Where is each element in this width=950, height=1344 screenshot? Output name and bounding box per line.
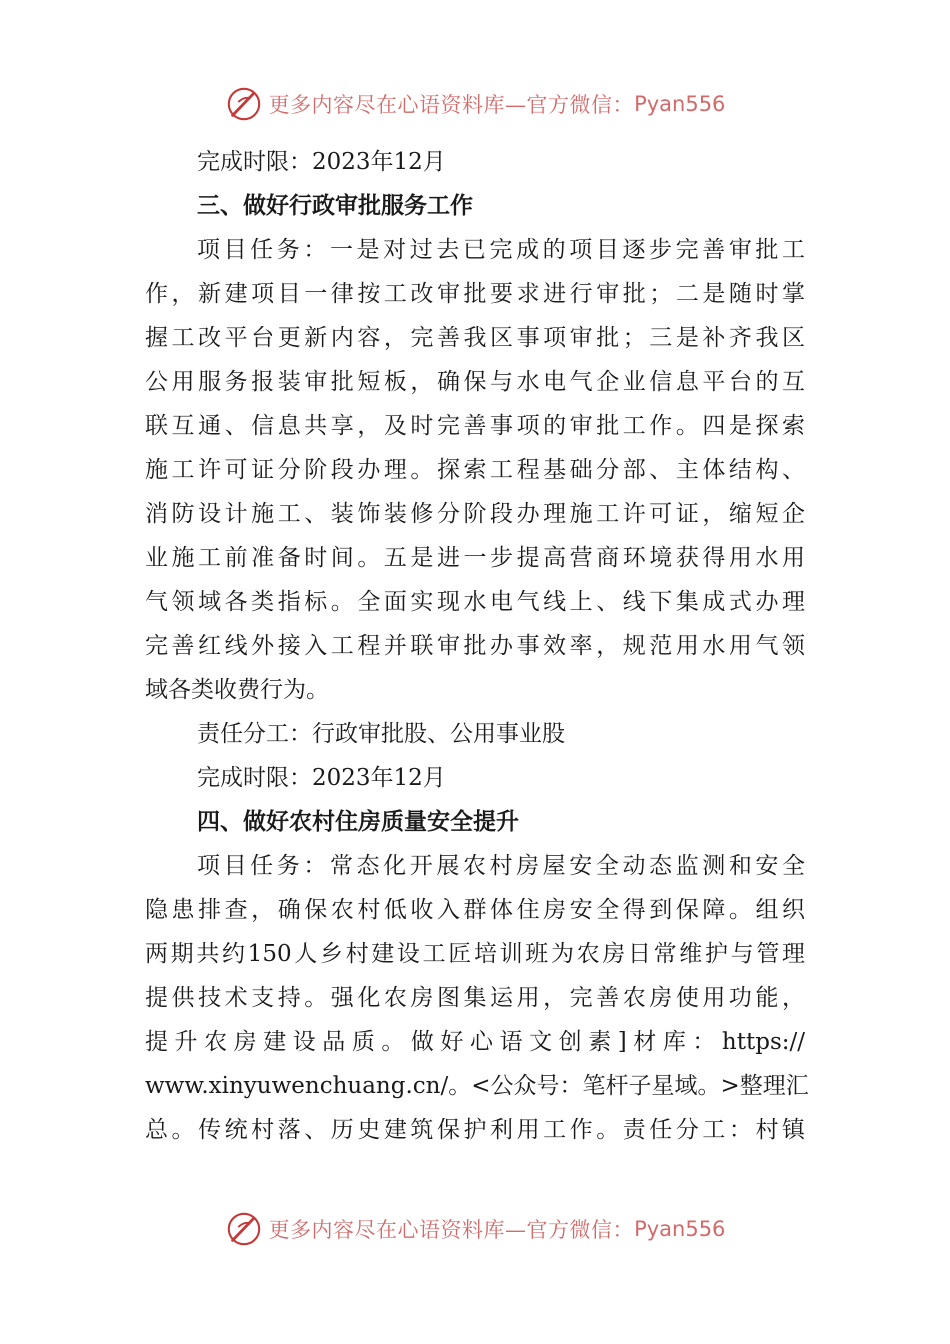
banner-text: 更多内容尽在心语资料库—官方微信： bbox=[268, 93, 635, 117]
text-line: 施工许可证分阶段办理。探索工程基础分部、主体结构、 bbox=[145, 457, 805, 483]
text-line: 气领域各类指标。全面实现水电气线上、线下集成式办理 bbox=[145, 589, 805, 615]
text-line: 两期共约150人乡村建设工匠培训班为农房日常维护与管理 bbox=[145, 941, 805, 967]
text-line: 完成时限：2023年12月 bbox=[197, 765, 446, 791]
text-line: 项目任务：一是对过去已完成的项目逐步完善审批工 bbox=[197, 237, 805, 263]
text-line: 提升农房建设品质。做好心语文创素]材库：https:// bbox=[145, 1029, 805, 1055]
text-line: 责任分工：行政审批股、公用事业股 bbox=[197, 721, 565, 747]
text-line: 项目任务：常态化开展农村房屋安全动态监测和安全 bbox=[197, 853, 805, 879]
text-line: 隐患排查，确保农村低收入群体住房安全得到保障。组织 bbox=[145, 897, 805, 923]
text-line: 完成时限：2023年12月 bbox=[197, 149, 446, 175]
document-body bbox=[145, 140, 809, 1152]
text-line: 域各类收费行为。 bbox=[145, 677, 329, 703]
text-line: 消防设计施工、装饰装修分阶段办理施工许可证，缩短企 bbox=[145, 501, 805, 527]
text-line: www.xinyuwenchuang.cn/。<公众号：笔杆子星域。>整理汇 bbox=[145, 1073, 809, 1099]
pen-logo-icon bbox=[225, 1210, 263, 1248]
banner-text: 更多内容尽在心语资料库—官方微信： bbox=[268, 1218, 635, 1242]
text-line: 作，新建项目一律按工改审批要求进行审批；二是随时掌 bbox=[145, 281, 805, 307]
text-line: 完善红线外接入工程并联审批办事效率，规范用水用气领 bbox=[145, 633, 805, 659]
text-line: 业施工前准备时间。五是进一步提高营商环境获得用水用 bbox=[145, 545, 805, 571]
section-heading: 三、做好行政审批服务工作 bbox=[197, 192, 473, 219]
footer-banner bbox=[0, 1207, 950, 1251]
section-heading: 四、做好农村住房质量安全提升 bbox=[197, 808, 519, 835]
text-line: 握工改平台更新内容，完善我区事项审批；三是补齐我区 bbox=[145, 325, 805, 351]
text-line: 公用服务报装审批短板，确保与水电气企业信息平台的互 bbox=[145, 369, 805, 395]
text-line: 总。传统村落、历史建筑保护利用工作。责任分工：村镇 bbox=[145, 1117, 805, 1143]
text-line: 联互通、信息共享，及时完善事项的审批工作。四是探索 bbox=[145, 413, 805, 439]
pen-logo-icon bbox=[225, 85, 263, 123]
banner-wechat-id: Pyan556 bbox=[634, 1217, 726, 1241]
banner-wechat-id: Pyan556 bbox=[634, 92, 726, 116]
header-banner bbox=[0, 82, 950, 126]
text-line: 提供技术支持。强化农房图集运用，完善农房使用功能， bbox=[145, 985, 805, 1011]
